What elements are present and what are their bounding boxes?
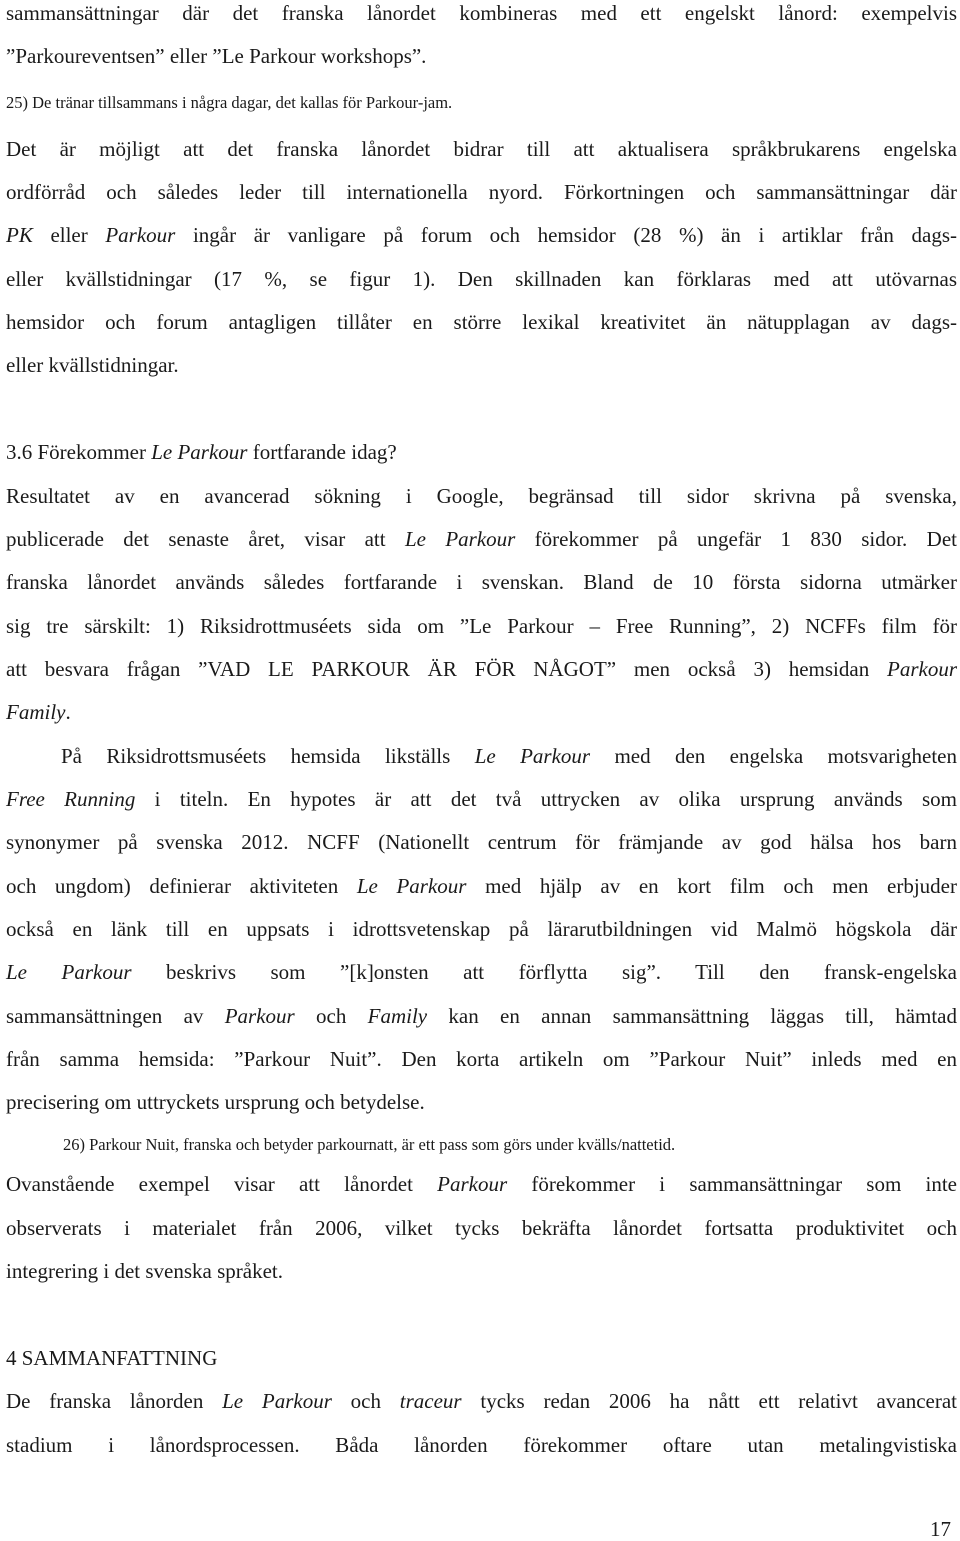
text-span: i titeln. En hypotes är att det två uttrycken av olika ursprung används som — [135, 787, 958, 811]
text-line: Resultatet av en avancerad sökning i Google, begränsad till sidor skrivna på svenska, — [6, 484, 957, 508]
text-line: precisering om uttryckets ursprung och betydelse. — [6, 1090, 425, 1114]
text-span: med den engelska motsvarigheten — [590, 744, 957, 768]
text-span: tycks redan 2006 ha nått ett relativt avancerat — [461, 1389, 957, 1413]
text-line: eller kvällstidningar (17 %, se figur 1). Den skillnaden kan förklaras med att utövarnas — [6, 267, 957, 291]
text-line: hemsidor och forum antagligen tillåter en större lexikal kreativitet än nätupplagan av dags- — [6, 310, 957, 334]
text-span: beskrivs som ”[k]onsten att förflytta sig”. Till den fransk-engelska — [131, 960, 957, 984]
italic-term: Free Running — [6, 787, 136, 811]
italic-term: Parkour — [437, 1172, 508, 1196]
italic-term: PK — [6, 223, 33, 247]
text-span: 3.6 Förekommer — [6, 440, 152, 464]
italic-term: Le Parkour — [222, 1389, 332, 1413]
text-span: och — [331, 1389, 400, 1413]
italic-term: Le Parkour — [474, 744, 591, 768]
text-line — [6, 656, 957, 682]
italic-term: Le Parkour — [6, 960, 132, 984]
text-span: och ungdom) definierar aktiviteten — [6, 874, 357, 898]
italic-term: Parkour — [105, 223, 176, 247]
text-span: eller — [32, 223, 106, 247]
section-heading-3-6 — [6, 439, 957, 465]
text-span: med hjälp av en kort film och men erbjuder — [466, 874, 957, 898]
text-line — [6, 222, 957, 248]
page-number: 17 — [930, 1517, 951, 1541]
footnote-25: 25) De tränar tillsammans i några dagar, det kallas för Parkour-jam. — [6, 93, 453, 112]
text-line: ordförråd och således leder till internationella nyord. Förkortningen och sammansättningar där — [6, 180, 957, 204]
text-span: fortfarande idag? — [247, 440, 397, 464]
text-span: Ovanstående exempel visar att lånordet — [6, 1172, 438, 1196]
text-line: också en länk till en uppsats i idrottsvetenskap på lärarutbildningen vid Malmö högskola där — [6, 917, 957, 941]
text-line: sig tre särskilt: 1) Riksidrottmuséets sida om ”Le Parkour – Free Running”, 2) NCFFs film för — [6, 614, 957, 638]
text-line — [6, 1171, 957, 1197]
text-line: från samma hemsida: ”Parkour Nuit”. Den korta artikeln om ”Parkour Nuit” inleds med en — [6, 1047, 957, 1071]
text-line — [6, 1388, 957, 1414]
text-span: förekommer på ungefär 1 830 sidor. Det — [515, 527, 957, 551]
text-line — [6, 699, 957, 725]
text-span: publicerade det senaste året, visar att — [6, 527, 405, 551]
text-line — [61, 743, 957, 769]
section-heading-4: 4 SAMMANFATTNING — [6, 1346, 218, 1370]
text-line: sammansättningar där det franska lånordet kombineras med ett engelskt lånord: exempelvis — [6, 1, 957, 25]
text-line: integrering i det svenska språket. — [6, 1259, 283, 1283]
italic-term: Le Parkour — [356, 874, 467, 898]
footnote-26: 26) Parkour Nuit, franska och betyder parkournatt, är ett pass som görs under kvälls/nattetid. — [63, 1135, 676, 1154]
text-span: ingår är vanligare på forum och hemsidor (28 %) än i artiklar från dags- — [175, 223, 958, 247]
text-line: Det är möjligt att det franska lånordet bidrar till att aktualisera språkbrukarens engelska — [6, 137, 957, 161]
text-span: och — [294, 1004, 368, 1028]
italic-term: Parkour — [887, 657, 957, 681]
text-line — [6, 526, 957, 552]
text-span: De franska lånorden — [6, 1389, 223, 1413]
italic-term: Parkour — [224, 1004, 295, 1028]
text-line: observerats i materialet från 2006, vilket tycks bekräfta lånordet fortsatta produktivitet och — [6, 1216, 957, 1240]
text-line — [6, 786, 957, 812]
italic-term: traceur — [399, 1389, 462, 1413]
text-line — [6, 873, 957, 899]
text-line — [6, 1003, 957, 1029]
text-line — [6, 959, 957, 985]
italic-term: Family — [6, 700, 66, 724]
text-span: kan en annan sammansättning läggas till, hämtad — [427, 1004, 958, 1028]
italic-term: Le Parkour — [151, 440, 248, 464]
text-line: ”Parkoureventsen” eller ”Le Parkour workshops”. — [6, 44, 427, 68]
text-line: eller kvällstidningar. — [6, 353, 179, 377]
text-line: franska lånordet används således fortfarande i svenskan. Bland de 10 första sidorna utmärker — [6, 570, 957, 594]
italic-term: Le Parkour — [404, 527, 516, 551]
text-line: stadium i lånordsprocessen. Båda lånorden förekommer oftare utan metalingvistiska — [6, 1433, 957, 1457]
text-span: . — [65, 700, 71, 724]
text-line: synonymer på svenska 2012. NCFF (Nationellt centrum för främjande av god hälsa hos barn — [6, 830, 957, 854]
italic-term: Family — [367, 1004, 428, 1028]
text-span: sammansättningen av — [6, 1004, 225, 1028]
text-span: att besvara frågan ”VAD LE PARKOUR ÄR FÖR NÅGOT” men också 3) hemsidan — [6, 657, 887, 681]
text-span: På Riksidrottsmuséets hemsida likställs — [61, 744, 475, 768]
text-span: förekommer i sammansättningar som inte — [507, 1172, 957, 1196]
